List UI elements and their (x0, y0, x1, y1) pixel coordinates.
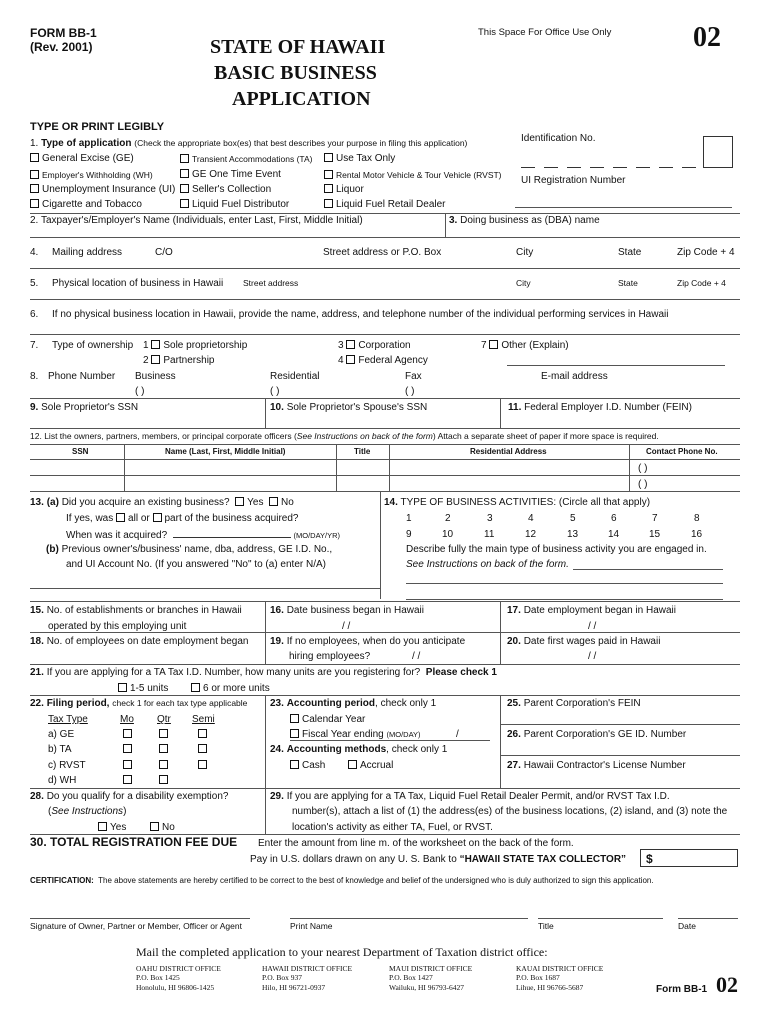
form-revision: (Rev. 2001) (30, 40, 93, 54)
q8-fax-number[interactable]: ( ) (405, 386, 415, 397)
q24-option-accrual[interactable]: Accrual (348, 760, 393, 772)
q22-wh-mo[interactable] (123, 775, 135, 787)
q14-activity-15[interactable]: 15 (649, 529, 661, 540)
q14-activity-7[interactable]: 7 (652, 513, 658, 524)
q8-fax-label: Fax (405, 371, 422, 382)
q14-label: 14. TYPE OF BUSINESS ACTIVITIES: (Circle all that apply) (384, 497, 651, 508)
option-liquid-fuel-retail[interactable]: Liquid Fuel Retail Dealer (324, 199, 446, 211)
q7-label: Type of ownership (52, 340, 134, 351)
q13-ui-account[interactable]: and UI Account No. (If you answered "No" to (a) enter N/A) (66, 559, 326, 570)
q23-heading: 23. Accounting period, check only 1 (270, 698, 437, 709)
q5-physical-location[interactable]: Physical location of business in Hawaii (52, 278, 224, 289)
q4-zip[interactable]: Zip Code + 4 (677, 247, 735, 258)
office-use-note: This Space For Office Use Only (478, 27, 612, 38)
print-instruction: TYPE OR PRINT LEGIBLY (30, 121, 165, 133)
office-hawaii: HAWAII DISTRICT OFFICE P.O. Box 937 Hilo, HI 96721-0937 (262, 964, 353, 992)
q14-activity-9[interactable]: 9 (406, 529, 412, 540)
q13-acquired-business[interactable]: 13. (a) Did you acquire an existing business? Yes No (30, 497, 294, 508)
q7-option-sole-proprietorship[interactable]: 1 Sole proprietorship (143, 340, 248, 351)
q14-see-instructions: See Instructions on back of the form. (406, 559, 569, 570)
q29-line-2: number(s), attach a list of (1) the address(es) of the business locations, (2) island, and (3) note the (292, 806, 728, 817)
q28-option-no[interactable]: No (150, 822, 175, 834)
q14-activity-1[interactable]: 1 (406, 513, 412, 524)
mail-instruction: Mail the completed application to your nearest Department of Taxation district office: (136, 945, 548, 959)
q7-option-partnership[interactable]: 2 Partnership (143, 355, 215, 366)
q8-business-phone[interactable]: ( ) (135, 386, 145, 397)
q1-title: Type of application (41, 138, 132, 149)
q5-state[interactable]: State (618, 278, 638, 288)
office-kauai: KAUAI DISTRICT OFFICE P.O. Box 1687 Lihue, HI 96766-5687 (516, 964, 604, 992)
q21-ta-units: 21. If you are applying for a TA Tax I.D. Number, how many units are you registering for? Please check 1 (30, 667, 497, 678)
q3-dba-name[interactable]: 3. Doing business as (DBA) name (449, 215, 600, 226)
identification-blanks[interactable] (521, 158, 705, 172)
q4-street[interactable]: Street address or P.O. Box (323, 247, 442, 258)
q29-attachment-instructions: 29. If you are applying for a TA Tax, Liquid Fuel Retail Dealer Permit, and/or RVST Tax I.D. (270, 791, 670, 802)
option-ge-one-time[interactable]: GE One Time Event (180, 169, 281, 181)
q12-row2-phone[interactable]: ( ) (638, 479, 648, 490)
title-line-2: BASIC BUSINESS (214, 62, 377, 84)
q25-parent-fein[interactable]: 25. Parent Corporation's FEIN (507, 698, 641, 709)
q14-activity-5[interactable]: 5 (570, 513, 576, 524)
option-liquor[interactable]: Liquor (324, 184, 364, 196)
option-cigarette-tobacco[interactable]: Cigarette and Tobacco (30, 199, 142, 211)
q14-activity-3[interactable]: 3 (487, 513, 493, 524)
q28-option-yes[interactable]: Yes (98, 822, 126, 834)
q22-rvst-mo[interactable] (123, 760, 135, 772)
q12-col-address: Residential Address (470, 447, 547, 456)
q22-rvst-semi[interactable] (198, 760, 210, 772)
q20-date-slashes[interactable]: / / (588, 651, 597, 662)
date-field[interactable]: Date (678, 921, 696, 931)
q8-residential-phone[interactable]: ( ) (270, 386, 280, 397)
q22-row-ta: b) TA (48, 744, 72, 755)
q14-describe: Describe fully the main type of business activity you are engaged in. (406, 544, 707, 555)
q4-mailing-address[interactable]: Mailing address (52, 247, 123, 258)
q30-amount-field[interactable]: $ (640, 849, 738, 867)
ui-registration-label: UI Registration Number (521, 175, 626, 186)
q8-residential-label: Residential (270, 371, 320, 382)
option-unemployment-insurance[interactable]: Unemployment Insurance (UI) (30, 184, 175, 196)
q6-number: 6. (30, 309, 39, 320)
option-general-excise[interactable]: General Excise (GE) (30, 153, 134, 165)
option-transient-accommodations[interactable]: Transient Accommodations (TA) (180, 154, 312, 165)
q24-heading: 24. Accounting methods, check only 1 (270, 744, 448, 755)
q4-state[interactable]: State (618, 247, 642, 258)
identification-label: Identification No. (521, 133, 596, 144)
q8-business-label: Business (135, 371, 176, 382)
q9-sole-proprietor-ssn[interactable]: 9. Sole Proprietor's SSN (30, 402, 139, 413)
office-oahu: OAHU DISTRICT OFFICE P.O. Box 1425 Honolulu, HI 96806-1425 (136, 964, 221, 992)
q7-option-federal-agency[interactable]: 4 Federal Agency (338, 355, 428, 366)
q5-number: 5. (30, 278, 39, 289)
print-name-field[interactable]: Print Name (290, 921, 333, 931)
q15-establishments[interactable]: 15. No. of establishments or branches in Hawaii (30, 605, 242, 616)
q14-activity-16[interactable]: 16 (691, 529, 703, 540)
q18-employees[interactable]: 18. No. of employees on date employment began (30, 636, 249, 647)
q30-fee-note: Enter the amount from line m. of the worksheet on the back of the form. (258, 838, 574, 849)
q27-contractor-license[interactable]: 27. Hawaii Contractor's License Number (507, 760, 686, 771)
q22-ge-qtr[interactable] (159, 729, 171, 741)
q1-number: 1. (30, 138, 39, 149)
q12-col-phone: Contact Phone No. (646, 447, 718, 456)
option-use-tax[interactable]: Use Tax Only (324, 153, 395, 165)
q22-ta-semi[interactable] (198, 744, 210, 756)
q22-col-semi: Semi (192, 714, 215, 725)
q6-non-hawaii-contact[interactable]: If no physical business location in Hawaii, provide the name, address, and telephone number of the individual performing services in Hawaii (52, 309, 669, 320)
q28-disability-exemption: 28. Do you qualify for a disability exemption? (30, 791, 229, 802)
q7-number: 7. (30, 340, 39, 351)
q12-instruction: 12. List the owners, partners, members, or principal corporate officers (See Instructions on back of the form) Attach a separate sheet of paper if more space is required. (30, 431, 659, 441)
q14-activity-14[interactable]: 14 (608, 529, 620, 540)
q8-email-label: E-mail address (541, 371, 608, 382)
option-rental-motor-vehicle[interactable]: Rental Motor Vehicle & Tour Vehicle (RVST) (324, 170, 502, 181)
q12-col-ssn: SSN (72, 447, 89, 456)
q14-activity-6[interactable]: 6 (611, 513, 617, 524)
q24-option-cash[interactable]: Cash (290, 760, 325, 772)
q1-hint: (Check the appropriate box(es) that best describes your purpose in filing this application) (134, 138, 468, 148)
option-sellers-collection[interactable]: Seller's Collection (180, 184, 271, 196)
q16-date-began[interactable]: 16. Date business began in Hawaii (270, 605, 424, 616)
q20-first-wages[interactable]: 20. Date first wages paid in Hawaii (507, 636, 661, 647)
q21-option-1-5-units[interactable]: 1-5 units (118, 683, 168, 695)
q15-label-line2: operated by this employing unit (48, 621, 187, 632)
q4-city[interactable]: City (516, 247, 534, 258)
q12-col-title: Title (354, 447, 371, 456)
q22-rvst-qtr[interactable] (159, 760, 171, 772)
q14-activity-8[interactable]: 8 (694, 513, 700, 524)
title-field[interactable]: Title (538, 921, 554, 931)
q14-activity-12[interactable]: 12 (525, 529, 537, 540)
q13-acquired-date[interactable]: When was it acquired? (MO/DAY/YR) (66, 530, 341, 541)
q22-row-rvst: c) RVST (48, 760, 86, 771)
q13-acquired-portion[interactable]: If yes, was all or part of the business acquired? (66, 513, 299, 524)
q19-date-slashes[interactable]: / / (412, 651, 421, 662)
q1-heading (30, 138, 467, 150)
q23-fiscal-slash: / (456, 729, 459, 740)
q22-row-ge: a) GE (48, 729, 75, 740)
q17-date-slashes[interactable]: / / (588, 621, 597, 632)
q5-city[interactable]: City (516, 278, 531, 288)
q23-option-fiscal-year[interactable]: Fiscal Year ending (MO/DAY) (290, 729, 421, 741)
q22-col-mo: Mo (120, 714, 134, 725)
q30-payment-instruction: Pay in U.S. dollars drawn on any U. S. Bank to “HAWAII STATE TAX COLLECTOR” (250, 854, 627, 865)
q19-anticipate-hiring[interactable]: 19. If no employees, when do you anticipate (270, 636, 466, 647)
q29-line-3: location's activity as either TA, Fuel, or RVST. (292, 822, 493, 833)
q14-activity-13[interactable]: 13 (567, 529, 579, 540)
identification-check-box[interactable] (703, 136, 733, 168)
q22-ta-qtr[interactable] (159, 744, 171, 756)
q4-number: 4. (30, 247, 39, 258)
title-line-3: APPLICATION (232, 88, 371, 110)
q22-ta-mo[interactable] (123, 744, 135, 756)
q14-activity-2[interactable]: 2 (445, 513, 451, 524)
q7-option-corporation[interactable]: 3 Corporation (338, 340, 411, 351)
q21-option-6-more-units[interactable]: 6 or more units (191, 683, 270, 695)
q5-zip[interactable]: Zip Code + 4 (677, 278, 726, 288)
option-liquid-fuel-distributor[interactable]: Liquid Fuel Distributor (180, 199, 289, 211)
q13-previous-owner[interactable]: (b) Previous owner's/business' name, dba, address, GE I.D. No., (46, 544, 333, 555)
q5-street[interactable]: Street address (243, 278, 299, 288)
signature-field[interactable]: Signature of Owner, Partner or Member, Officer or Agent (30, 921, 242, 931)
q2-taxpayer-name[interactable]: 2. Taxpayer's/Employer's Name (Individuals, enter Last, First, Middle Initial) (30, 215, 363, 226)
q30-total-fee-title: 30. TOTAL REGISTRATION FEE DUE (30, 835, 238, 849)
q22-row-wh: d) WH (48, 775, 77, 786)
footer-form-label: Form BB-1 (656, 984, 708, 995)
q17-employment-began[interactable]: 17. Date employment began in Hawaii (507, 605, 676, 616)
q8-label: Phone Number (48, 371, 116, 382)
q12-col-name: Name (Last, First, Middle Initial) (165, 447, 286, 456)
form-id: FORM BB-1 (30, 26, 97, 40)
q16-date-slashes[interactable]: / / (342, 621, 351, 632)
q4-co[interactable]: C/O (155, 247, 173, 258)
q22-wh-qtr[interactable] (159, 775, 171, 787)
form-number-top: 02 (693, 22, 721, 53)
footer-form-number: 02 (716, 972, 738, 997)
q14-activity-11[interactable]: 11 (484, 529, 495, 540)
q22-ge-mo[interactable] (123, 729, 135, 741)
q7-option-other[interactable]: 7 Other (Explain) (481, 340, 569, 351)
q22-heading: 22. Filing period, check 1 for each tax type applicable (30, 698, 248, 709)
q26-parent-ge-id[interactable]: 26. Parent Corporation's GE ID. Number (507, 729, 687, 740)
q22-col-qtr: Qtr (157, 714, 171, 725)
title-line-1: STATE OF HAWAII (210, 36, 386, 58)
q12-row1-phone[interactable]: ( ) (638, 463, 648, 474)
q23-option-calendar-year[interactable]: Calendar Year (290, 714, 365, 726)
q14-activity-4[interactable]: 4 (528, 513, 534, 524)
q11-fein[interactable]: 11. Federal Employer I.D. Number (FEIN) (508, 402, 692, 413)
q8-number: 8. (30, 371, 39, 382)
office-maui: MAUI DISTRICT OFFICE P.O. Box 1427 Wailuku, HI 96793-6427 (389, 964, 473, 992)
option-employers-withholding[interactable]: Employer's Withholding (WH) (30, 170, 153, 181)
q28-see-instructions: (See Instructions) (48, 806, 127, 817)
q22-ge-semi[interactable] (198, 729, 210, 741)
certification-statement: CERTIFICATION: The above statements are hereby certified to be correct to the best of knowledge and belief of the undersigned who is duly authorized to sign this application. (30, 876, 654, 885)
q22-col-tax-type: Tax Type (48, 714, 88, 725)
q19-label-line2: hiring employees? (289, 651, 371, 662)
q14-activity-10[interactable]: 10 (442, 529, 454, 540)
q10-spouse-ssn[interactable]: 10. Sole Proprietor's Spouse's SSN (270, 402, 428, 413)
